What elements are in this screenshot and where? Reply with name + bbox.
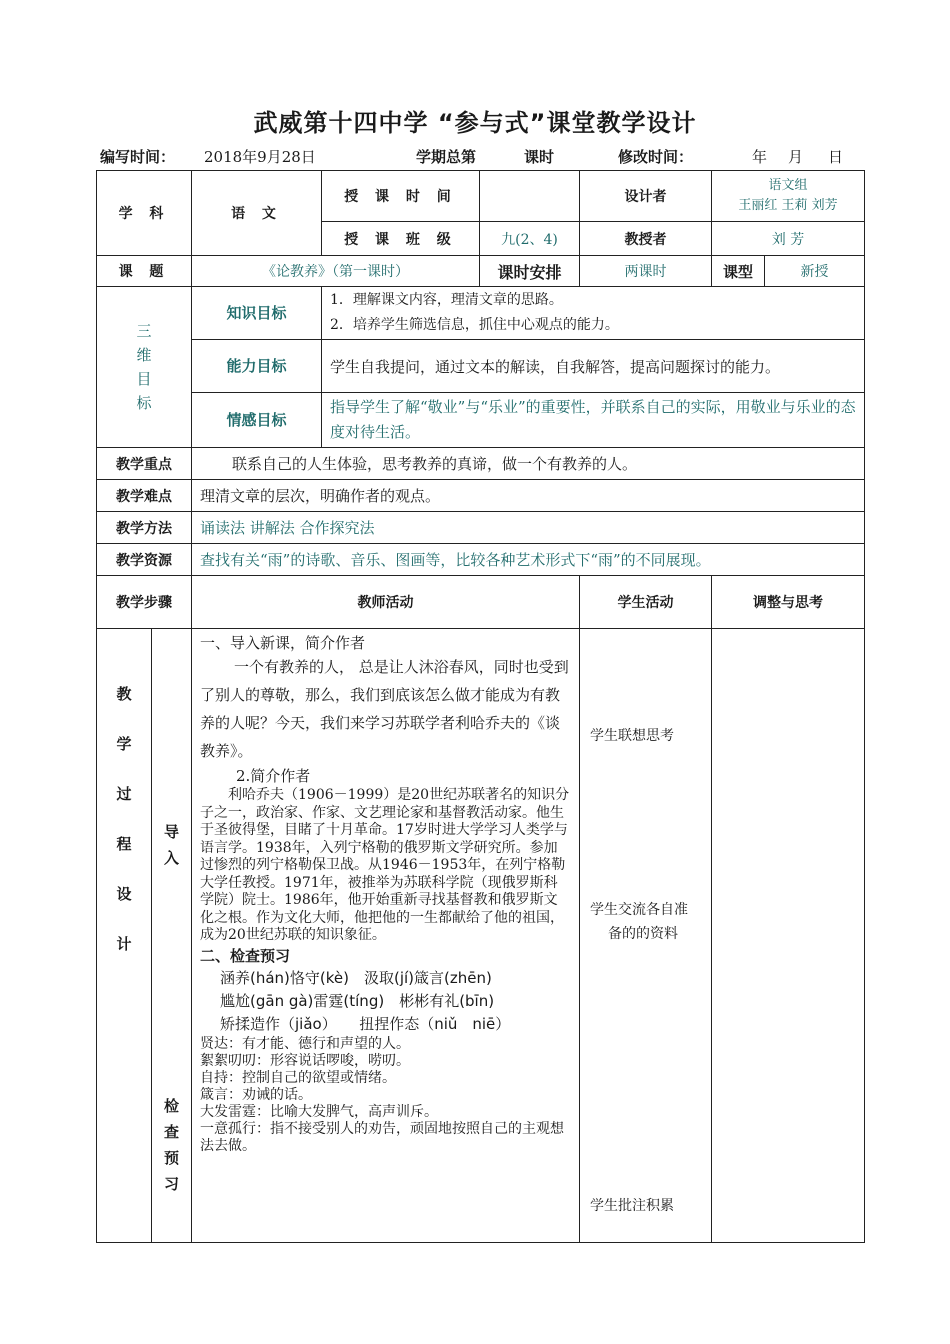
pinyin-line-2: 尴尬(gān gà)雷霆(tíng) 彬彬有礼(bīn) — [220, 991, 495, 1010]
class-value: 九(2、4) — [480, 222, 580, 256]
reflect-header: 调整与思考 — [712, 576, 865, 629]
vocab-6: 一意孤行：指不接受别人的劝告，顽固地按照自己的主观想法去做。 — [200, 1120, 564, 1154]
method-label: 教学方法 — [97, 512, 192, 544]
day-label: 日 — [828, 148, 844, 166]
term-label: 学期总第 — [416, 148, 477, 166]
step-check-label: 检 查 预 习 — [163, 1097, 179, 1193]
reflect-cell — [712, 629, 865, 1243]
month-label: 月 — [788, 148, 804, 166]
designer-names: 王丽红 王莉 刘芳 — [738, 198, 838, 213]
intro-text: 一个有教养的人， 总是让人沐浴春风，同时也受到了别人的尊敬，那么，我们到底该怎么做才能成为有教养的人呢？今天，我们来学习苏联学者利哈乔夫的《谈教养》。 — [200, 658, 569, 760]
teacher-label: 教授者 — [580, 222, 712, 256]
ability-label: 能力目标 — [192, 340, 322, 393]
time-value — [480, 171, 580, 222]
teacher-activity-cell — [192, 629, 580, 1243]
step-labels — [152, 629, 192, 1243]
topic-label: 课 题 — [97, 256, 192, 287]
lesson-plan-table — [96, 170, 865, 1243]
class-label: 授 课 班 级 — [322, 222, 480, 256]
emotion-text: 指导学生了解“敬业”与“乐业”的重要性，并联系自己的实际，用敬业与乐业的态度对待生活。 — [322, 393, 865, 448]
subject-label: 学 科 — [97, 171, 192, 256]
author-heading: 2.简介作者 — [236, 767, 311, 785]
student-activity-2a: 学生交流各自准 — [590, 902, 688, 918]
ability-text: 学生自我提问，通过文本的解读，自我解答，提高问题探讨的能力。 — [322, 340, 865, 393]
vocab-3: 自持：控制自己的欲望或情绪。 — [200, 1069, 396, 1086]
designer-label: 设计者 — [580, 171, 712, 222]
emotion-label: 情感目标 — [192, 393, 322, 448]
resource-label: 教学资源 — [97, 544, 192, 576]
pinyin-line-1: 涵养(hán)恪守(kè) 汲取(jí)箴言(zhēn) — [220, 968, 492, 987]
student-activity-1: 学生联想思考 — [590, 728, 674, 744]
pinyin-line-3: 矫揉造作（jiǎo） 扭捏作态（niǔ niē） — [220, 1014, 511, 1033]
schedule-value: 两课时 — [580, 256, 712, 287]
schedule-label: 课时安排 — [480, 256, 580, 287]
vocab-1: 贤达：有才能、德行和声望的人。 — [200, 1035, 410, 1052]
meta-line — [100, 146, 880, 170]
step-intro-label: 导 入 — [163, 823, 179, 867]
type-label: 课型 — [712, 256, 765, 287]
author-text: 利哈乔夫（1906－1999）是20世纪苏联著名的知识分子之一，政治家、作家、文艺理论家和基督教活动家。他生于圣彼得堡，目睹了十月革命。17岁时进大学学习人类学与语言学。1938年，入列宁格勒的俄罗斯文学研究所。参加过惨烈的列宁格勒保卫战。从1946－1953年，在列宁格勒大学任教授。1971年，被推举为苏联科学院（现俄罗斯科学院）院士。1986年，他开始重新寻找基督教和俄罗斯文化之根。作为文化大师，他把他的一生都献给了他的祖国，成为20世纪苏联的知识象征。 — [200, 787, 570, 943]
topic-value: 《论教养》（第一课时） — [192, 256, 480, 287]
check-heading: 二、检查预习 — [200, 946, 291, 965]
knowledge-label: 知识目标 — [192, 287, 322, 340]
student-activity-cell — [580, 629, 712, 1243]
lesson-label: 课时 — [524, 148, 555, 166]
focus-label: 教学重点 — [97, 448, 192, 480]
designer-cell — [712, 171, 865, 222]
steps-header: 教学步骤 — [97, 576, 192, 629]
intro-heading: 一、导入新课，简介作者 — [200, 634, 366, 652]
vocab-4: 箴言：劝诫的话。 — [200, 1086, 312, 1103]
teacher-activity-header: 教师活动 — [192, 576, 580, 629]
resource-text: 查找有关“雨”的诗歌、音乐、图画等，比较各种艺术形式下“雨”的不同展现。 — [192, 544, 865, 576]
student-activity-2b: 备的的资料 — [608, 926, 678, 942]
knowledge-text: 1．理解课文内容，理清文章的思路。 2．培养学生筛选信息，抓住中心观点的能力。 — [322, 287, 865, 340]
teacher-value: 刘 芳 — [712, 222, 865, 256]
page-title: 武威第十四中学 “参与式”课堂教学设计 — [253, 109, 697, 137]
designer-group: 语文组 — [768, 178, 808, 193]
process-label: 教 学 过 程 设 计 — [97, 629, 152, 1243]
vocab-5: 大发雷霆：比喻大发脾气，高声训斥。 — [200, 1103, 438, 1120]
write-time-value: 2018年9月28日 — [204, 148, 316, 166]
focus-text: 联系自己的人生体验，思考教养的真谛，做一个有教养的人。 — [192, 448, 865, 480]
year-label: 年 — [752, 148, 768, 166]
method-text: 诵读法 讲解法 合作探究法 — [192, 512, 865, 544]
vocab-2: 絮絮叨叨：形容说话啰唆，唠叨。 — [200, 1052, 410, 1069]
time-label: 授 课 时 间 — [322, 171, 480, 222]
difficulty-label: 教学难点 — [97, 480, 192, 512]
student-activity-header: 学生活动 — [580, 576, 712, 629]
modify-label: 修改时间： — [618, 148, 694, 166]
type-value: 新授 — [765, 256, 865, 287]
difficulty-text: 理清文章的层次，明确作者的观点。 — [192, 480, 865, 512]
three-dim-goals-label: 三 维 目 标 — [97, 287, 192, 448]
write-time-label: 编写时间： — [100, 148, 176, 166]
student-activity-3: 学生批注积累 — [590, 1198, 674, 1214]
subject-value: 语 文 — [192, 171, 322, 256]
